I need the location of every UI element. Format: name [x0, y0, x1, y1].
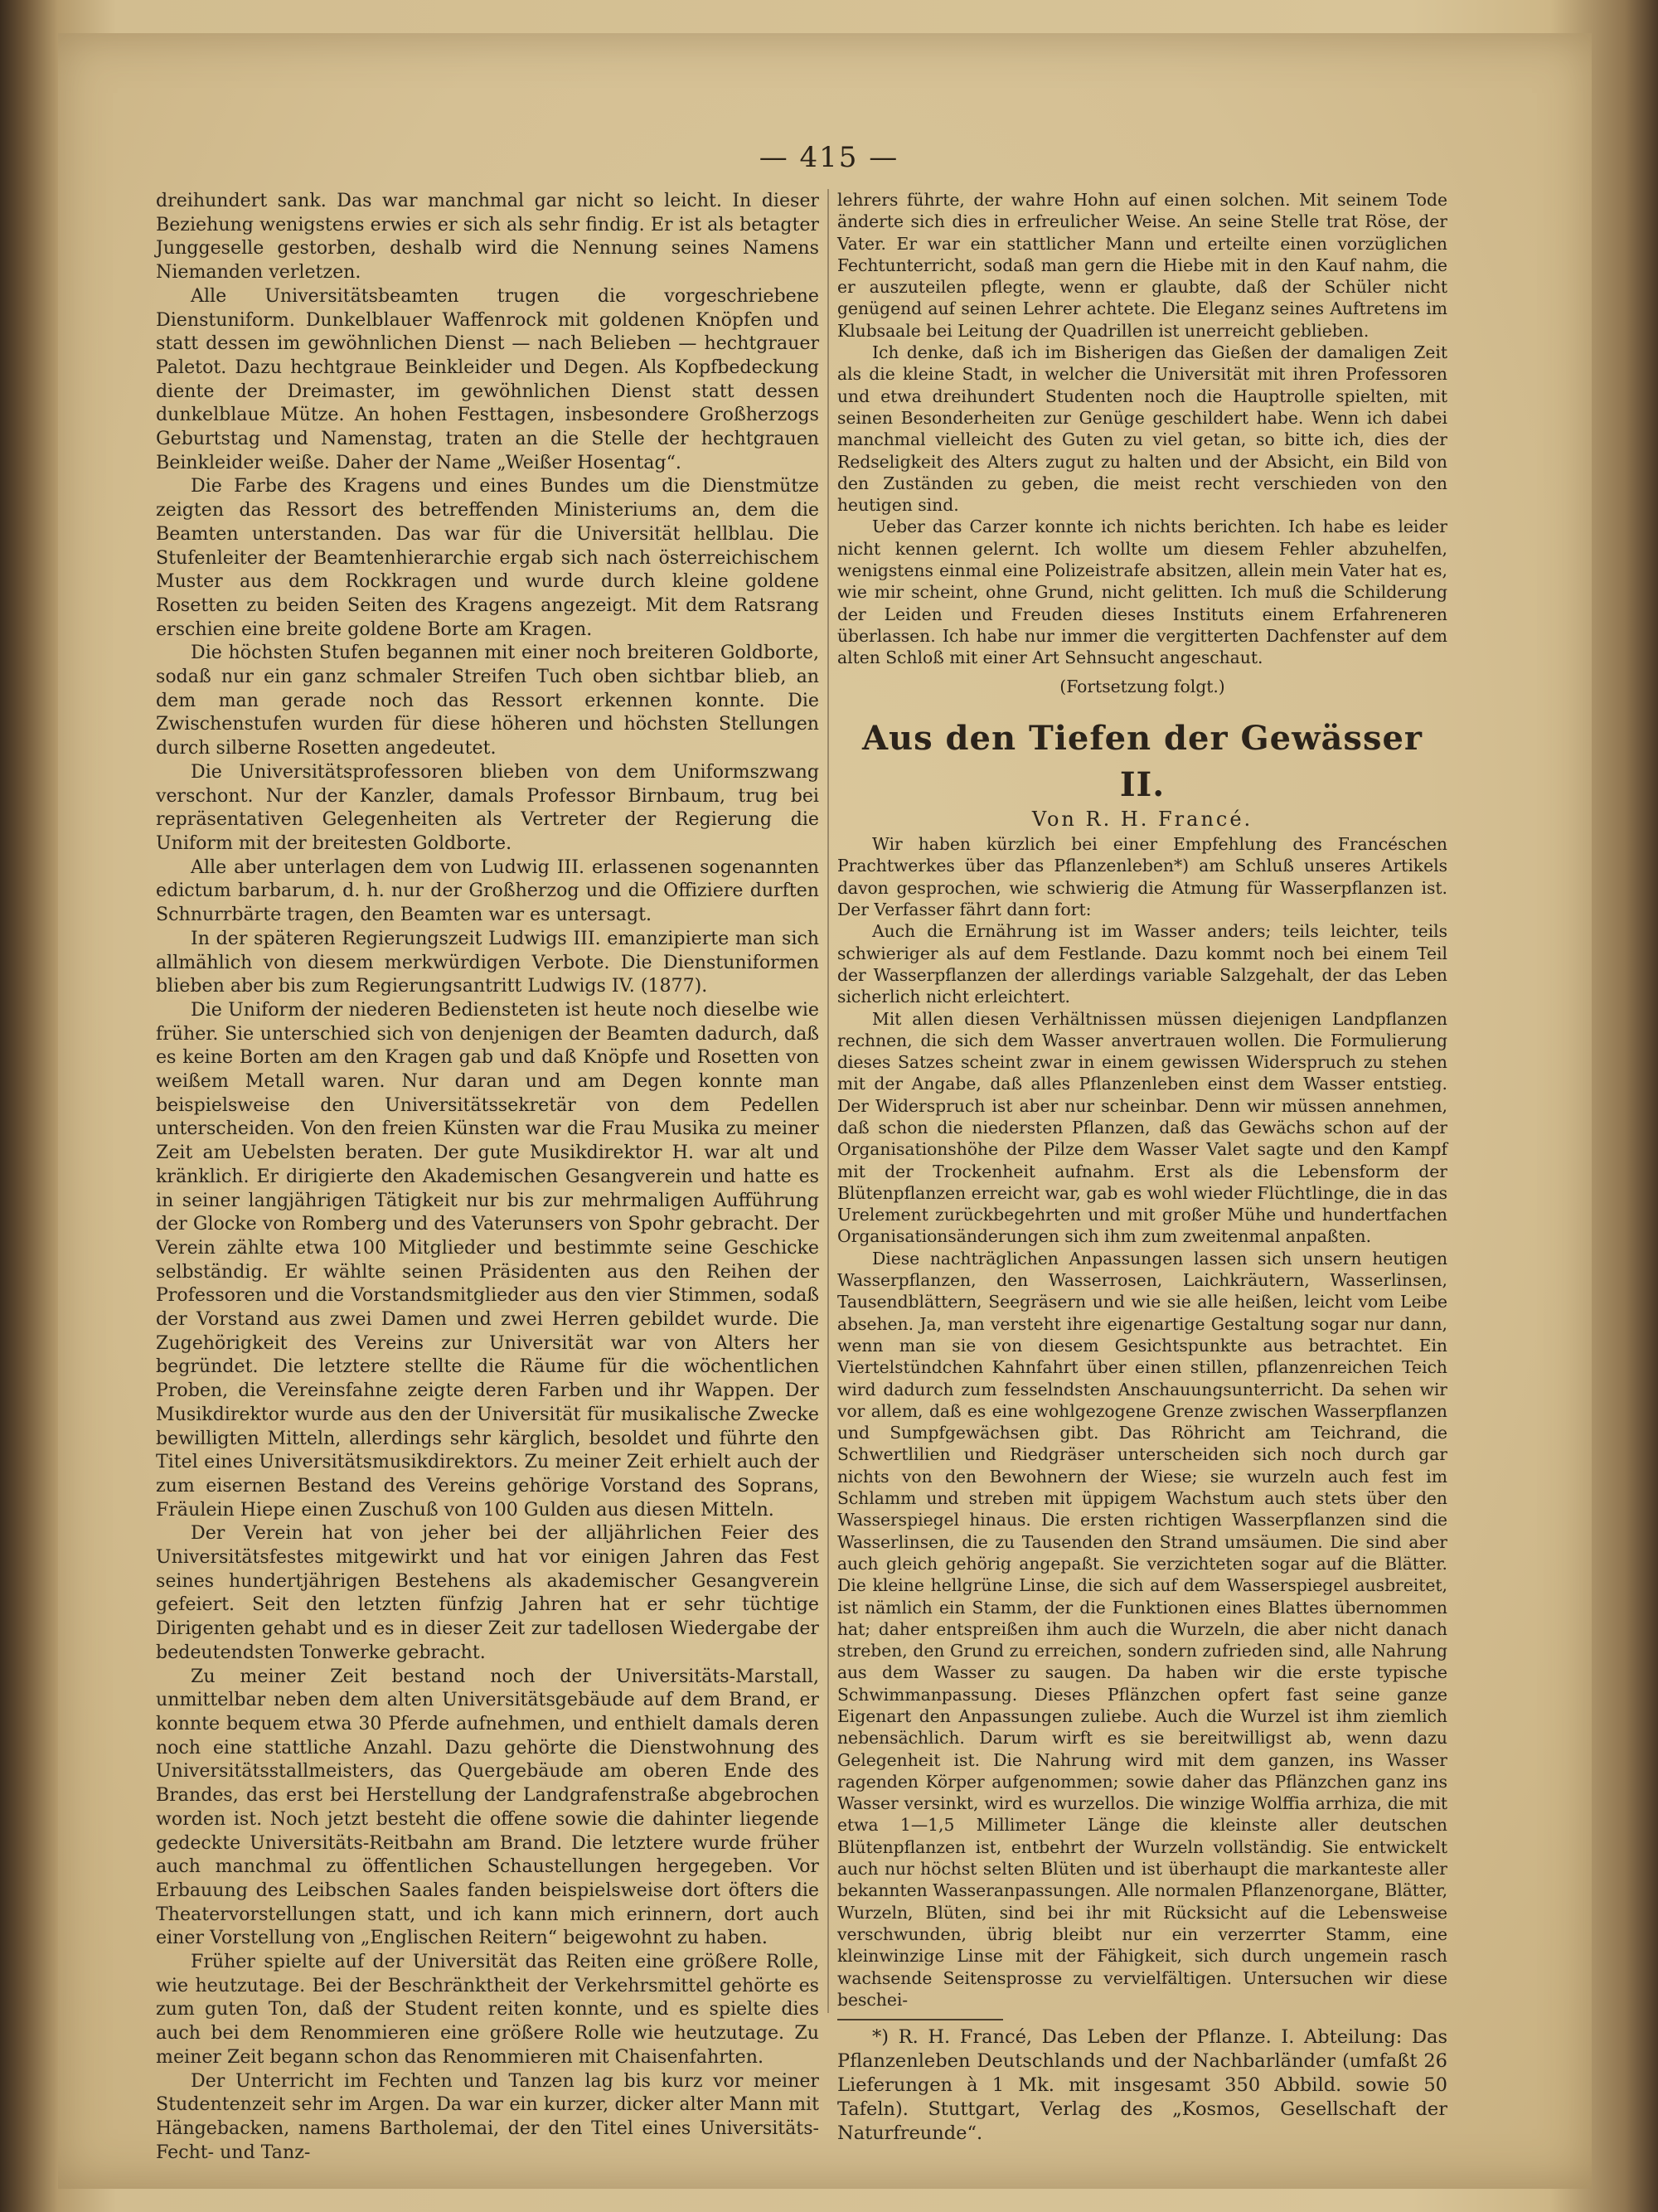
right-paragraph: Ich denke, daß ich im Bisherigen das Gießen der damaligen Zeit als die kleine Stadt, in welcher die Universität mit ihren Professoren und etwa dreihundert Studenten noch die Hauptrolle spielten, mit seinen Besonderheiten zur Genüge geschildert habe. Wenn ich dabei manchmal vielleicht des Guten zu viel getan, so bitte ich, dies der Redseligkeit des Alters zugut zu halten und der Absicht, ein Bild von den Zuständen zu geben, die meist recht verschieden von den heutigen sind.	[837, 342, 1447, 516]
left-paragraph: Der Unterricht im Fechten und Tanzen lag bis kurz vor meiner Studentenzeit sehr im Argen. Da war ein kurzer, dicker alter Mann mit Hängebacken, namens Bartholemai, der den Titel eines Universitäts-Fecht- und Tanz-	[156, 2069, 819, 2163]
right-column	[837, 189, 1447, 2146]
left-paragraph: Die Farbe des Kragens und eines Bundes um die Dienstmütze zeigten das Ressort des betreffenden Ministeriums an, dem die Beamten unterstanden. Das war für die Universität hellblau. Die Stufenleiter der Beamtenhierarchie ergab sich nach österreichischem Muster aus dem Rockkragen und wurde durch kleine goldene Rosetten zu beiden Seiten des Kragens angezeigt. Mit dem Ratsrang erschien eine breite goldene Borte am Kragen.	[156, 475, 819, 640]
left-paragraph: Die höchsten Stufen begannen mit einer noch breiteren Goldborte, sodaß nur ein ganz schmaler Streifen Tuch oben sichtbar blieb, an dem man gerade noch das Ressort erkennen konnte. Die Zwischenstufen wurden für diese höheren und höchsten Stellungen durch silberne Rosetten angedeutet.	[156, 642, 819, 759]
right-paragraph: lehrers führte, der wahre Hohn auf einen solchen. Mit seinem Tode änderte sich dies in erfreulicher Weise. An seine Stelle trat Röse, der Vater. Er war ein stattlicher Mann und erteilte einen vorzüglichen Fechtunterricht, sodaß man gern die Hiebe mit in den Kauf nahm, die er auszuteilen pflegte, wenn er glaubte, daß der Schüler nicht genügend auf seinen Lehrer achtete. Die Eleganz seines Auftretens im Klubsaale bei Leitung der Quadrillen ist unerreicht geblieben.	[837, 190, 1447, 341]
left-paragraph: Die Universitätsprofessoren blieben von dem Uniformszwang verschont. Nur der Kanzler, damals Professor Birnbaum, trug bei repräsentativen Gelegenheiten als Vertreter der Regierung die Uniform mit der breitesten Goldborte.	[156, 760, 819, 854]
footnote-divider	[837, 2019, 1003, 2020]
left-paragraph: Der Verein hat von jeher bei der alljährlichen Feier des Universitätsfestes mitgewirkt und hat vor einigen Jahren das Fest seines hundertjährigen Bestehens als akademischer Gesangverein gefeiert. Seit den letzten fünfzig Jahren hat er sehr tüchtige Dirigenten gehabt und es in dieser Zeit zur tadellosen Wiedergabe der bedeutendsten Tonwerke gebracht.	[156, 1522, 819, 1663]
left-paragraph: dreihundert sank. Das war manchmal gar nicht so leicht. In dieser Beziehung wenigstens erwies er sich als sehr findig. Er ist als betagter Junggeselle gestorben, deshalb wird die Nennung seines Namens Niemanden verletzen.	[156, 190, 819, 284]
right-paragraph: Ueber das Carzer konnte ich nichts berichten. Ich habe es leider nicht kennen gelernt. Ich wollte um diesem Fehler abzuhelfen, wenigstens einmal eine Polizeistrafe absitzen, allein mein Vater hat es, wie mir scheint, ohne Grund, nicht gelitten. Ich muß die Schilderung der Leiden und Freuden dieses Instituts einem Erfahreneren überlassen. Ich habe nur immer die vergitterten Dachfenster auf dem alten Schloß mit einer Art Sehnsucht angeschaut.	[837, 517, 1447, 668]
page-number: — 415 —	[759, 141, 899, 174]
left-paragraph: Alle aber unterlagen dem von Ludwig III. erlassenen sogenannten edictum barbarum, d. h. nur der Großherzog und die Offiziere durften Schnurrbärte tragen, den Beamten war es untersagt.	[156, 856, 819, 926]
left-paragraph: Alle Universitätsbeamten trugen die vorgeschriebene Dienstuniform. Dunkelblauer Waffenrock mit goldenen Knöpfen und statt dessen im gewöhnlichen Dienst — nach Belieben — hechtgrauer Paletot. Dazu hechtgraue Beinkleider und Degen. Als Kopfbedeckung diente der Dreimaster, im gewöhnlichen Dienst statt dessen dunkelblaue Mütze. An hohen Festtagen, insbesondere Großherzogs Geburtstag und Namenstag, traten an die Stelle der hechtgrauen Beinkleider weiße. Daher der Name „Weißer Hosentag“.	[156, 284, 819, 473]
footnote: *) R. H. Francé, Das Leben der Pflanze. I. Abteilung: Das Pflanzenleben Deutschlands und der Nachbarländer (umfaßt 26 Lieferungen à 1 Mk. mit insgesamt 350 Abbild. sowie 50 Tafeln). Stuttgart, Verlag des „Kosmos, Gesellschaft der Naturfreunde“.	[837, 2026, 1447, 2145]
left-paragraph: Die Uniform der niederen Bediensteten ist heute noch dieselbe wie früher. Sie unterschied sich von denjenigen der Beamten dadurch, daß es keine Borten am den Kragen gab und daß Knöpfe und Rosetten von weißem Metall waren. Nur daran und am Degen konnte man beispielsweise den Universitätssekretär von dem Pedellen unterscheiden. Von den freien Künsten war die Frau Musika zu meiner Zeit am Uebelsten beraten. Der gute Musikdirektor H. war alt und kränklich. Er dirigierte den Akademischen Gesangverein und hatte es in seiner langjährigen Tätigkeit nur bis zur mehrmaligen Aufführung der Glocke von Romberg und des Vaterunsers von Spohr gebracht. Der Verein zählte etwa 100 Mitglieder und bestimmte seine Geschicke selbständig. Er wählte seinen Präsidenten aus den Reihen der Professoren und die Vorstandsmitglieder aus den vier Stimmen, sodaß der Vorstand aus zwei Damen und zwei Herren gebildet wurde. Die Zugehörigkeit des Vereins zur Universität war von Alters her begründet. Die letztere stellte die Räume für die wöchentlichen Proben, die Vereinsfahne zeigte deren Farben und ihr Wappen. Der Musikdirektor wurde aus den der Universität für musikalische Zwecke bewilligten Mitteln, allerdings sehr kärglich, besoldet und führte den Titel eines Universitätsmusikdirektors. Zu meiner Zeit erhielt auch der zum eisernen Bestand des Vereins gehörige Vorstand des Soprans, Fräulein Hiepe einen Zuschuß von 100 Gulden aus diesen Mitteln.	[156, 998, 819, 1521]
left-paragraph: Zu meiner Zeit bestand noch der Universitäts-Marstall, unmittelbar neben dem alten Universitätsgebäude auf dem Brand, er konnte bequem etwa 30 Pferde aufnehmen, und enthielt damals deren noch eine stattliche Anzahl. Dazu gehörte die Dienstwohnung des Universitätsstallmeisters, das Quergebäude am oberen Ende des Brandes, das erst bei Herstellung der Landgrafenstraße abgebrochen worden ist. Noch jetzt besteht die offene sowie die dahinter liegende gedeckte Universitäts-Reitbahn am Brand. Die letztere wurde früher auch manchmal zu öffentlichen Schaustellungen hergegeben. Vor Erbauung des Leibschen Saales fanden beispielsweise dort öfters die Theatervorstellungen statt, und ich kann mich erinnern, dort auch einer Vorstellung von „Englischen Reitern“ beigewohnt zu haben.	[156, 1665, 819, 1949]
article-title: Aus den Tiefen der Gewässer II.	[861, 718, 1423, 804]
left-column	[156, 189, 819, 2164]
article-paragraph: Diese nachträglichen Anpassungen lassen sich unsern heutigen Wasserpflanzen, den Wasserrosen, Laichkräutern, Wasserlinsen, Tausendblättern, Seegräsern und wie sie alle heißen, leicht vom Leibe absehen. Ja, man versteht ihre eigenartige Gestaltung sogar nur dann, wenn man sie von diesem Gesichtspunkte aus betrachtet. Ein Viertelstündchen Kahnfahrt über einen stillen, pflanzenreichen Teich wird dadurch zum fesselndsten Anschauungsunterricht. Da sehen wir vor allem, daß es eine wohlgezogene Grenze zwischen Wasserpflanzen und Sumpfgewächsen gibt. Das Röhricht am Teichrand, die Schwertlilien und Riedgräser unterscheiden sich noch durch gar nichts von den Bewohnern der Wiese; sie wurzeln auch fest im Schlamm und streben mit üppigem Wachstum auch stets über den Wasserspiegel hinaus. Die ersten richtigen Wasserpflanzen sind die Wasserlinsen, die zu Tausenden den Strand umsäumen. Die sind aber auch gleich gehörig angepaßt. Sie verzichteten sogar auf die Blätter. Die kleine hellgrüne Linse, die sich auf dem Wasserspiegel ausbreitet, ist nämlich ein Stamm, der die Funktionen eines Blattes übernommen hat; daher entspreißen ihm auch die Wurzeln, die aber nicht danach streben, den Grund zu erreichen, sondern zufrieden sind, alle Nahrung aus dem Wasser zu saugen. Da haben wir die erste typische Schwimmanpassung. Dieses Pflänzchen opfert fast seine ganze Eigenart den Anpassungen zuliebe. Auch die Wurzel ist ihm ziemlich nebensächlich. Darum wirft es sie bereitwilligst ab, wenn dazu Gelegenheit ist. Die Nahrung wird mit dem ganzen, ins Wasser ragenden Körper aufgenommen; sowie daher das Pflänzchen ganz ins Wasser versinkt, wird es wurzellos. Die winzige Wolffia arrhiza, die mit etwa 1—1,5 Millimeter Länge die kleinste aller deutschen Blütenpflanzen ist, entbehrt der Wurzeln vollständig. Sie entwickelt auch nur höchst selten Blüten und ist überhaupt die markanteste aller bekannten Wasseranpassungen. Alle normalen Pflanzenorgane, Blätter, Wurzeln, Blüten, sind bei ihr mit Rücksicht auf die Lebensweise verschwunden, übrig bleibt nur ein verzerrter Stamm, eine kleinwinzige Linse mit der Fähigkeit, sich durch ungemein rasch wachsende Seitensprosse zu vervielfältigen. Untersuchen wir diese beschei-	[837, 1248, 1448, 2010]
continuation-note: (Fortsetzung folgt.)	[1059, 676, 1225, 696]
article-paragraph: Wir haben kürzlich bei einer Empfehlung des Francéschen Prachtwerkes über das Pflanzenleben*) am Schluß unseres Artikels davon gesprochen, wie schwierig die Atmung für Wasserpflanzen ist. Der Verfasser fährt dann fort:	[837, 834, 1447, 920]
article-paragraph: Auch die Ernährung ist im Wasser anders; teils leichter, teils schwieriger als auf dem Festlande. Dazu kommt noch bei einem Teil der Wasserpflanzen der allerdings variable Salzgehalt, der das Leben sicherlich nicht erleichtert.	[837, 921, 1447, 1007]
left-paragraph: Früher spielte auf der Universität das Reiten eine größere Rolle, wie heutzutage. Bei der Beschränktheit der Verkehrsmittel gehörte es zum guten Ton, daß der Student reiten konnte, und es spielte dies auch bei dem Renommieren eine größere Rolle wie heutzutage. Zu meiner Zeit begann schon das Renommieren mit Chaisenfahrten.	[156, 1951, 819, 2068]
article-author: Von R. H. Francé.	[1031, 807, 1253, 831]
article-paragraph: Mit allen diesen Verhältnissen müssen diejenigen Landpflanzen rechnen, die sich dem Wasser anvertrauen wollen. Die Formulierung dieses Satzes scheint zwar in einem gewissen Widerspruch zu stehen mit der Angabe, daß alles Pflanzenleben einst dem Wasser entstieg. Der Widerspruch ist aber nur scheinbar. Denn wir müssen annehmen, daß schon die niedersten Pflanzen, daß das Gewächs schon auf der Organisationshöhe der Pilze dem Wasser Valet sagte und den Kampf mit der Trockenheit aufnahm. Erst als die Lebensform der Blütenpflanzen erreicht war, gab es wohl wieder Flüchtlinge, die in das Urelement zurückbegehrten und mit großer Mühe und hundertfachen Organisationsänderungen sich ihm zum zweitenmal anpaßten.	[837, 1008, 1447, 1247]
left-paragraph: In der späteren Regierungszeit Ludwigs III. emanzipierte man sich allmählich von diesem merkwürdigen Verbote. Die Dienstuniformen blieben aber bis zum Regierungsantritt Ludwigs IV. (1877).	[156, 927, 819, 997]
column-divider	[827, 189, 829, 2013]
